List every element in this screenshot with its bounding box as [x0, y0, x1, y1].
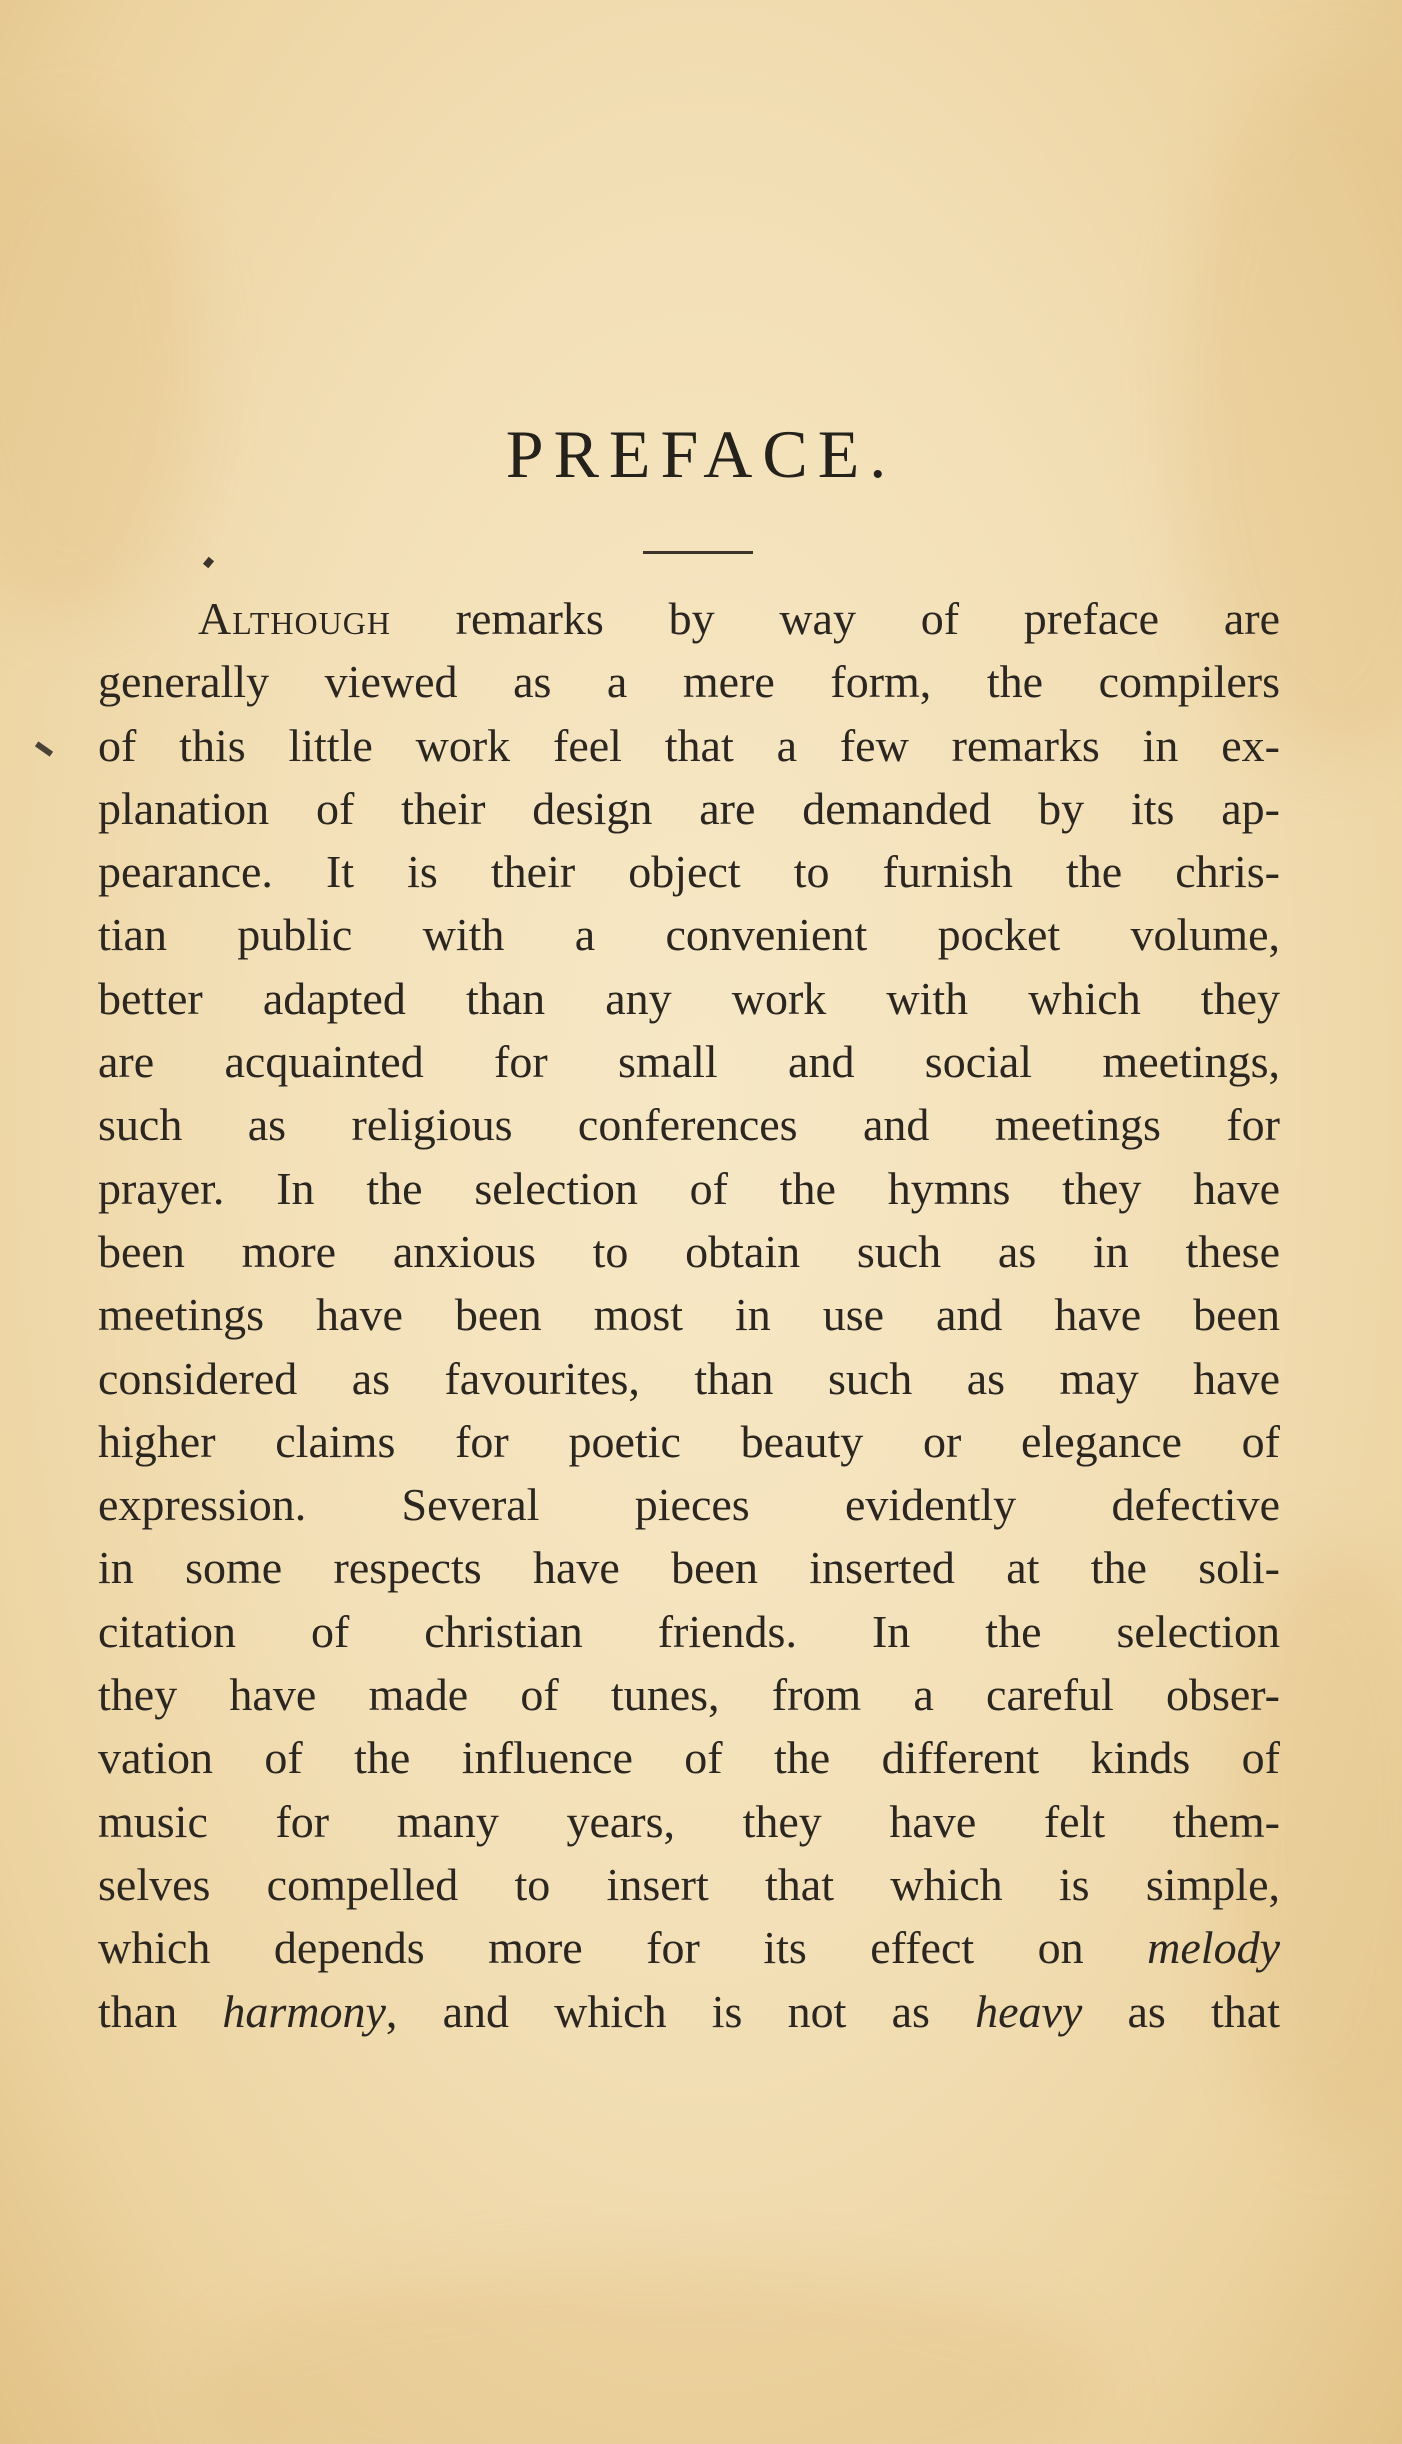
- line-text: , and which is not as: [385, 1985, 976, 2037]
- paragraph-line: they have made of tunes, from a careful obser-: [98, 1669, 1280, 1721]
- line-text: as that: [1082, 1985, 1280, 2037]
- ink-mark: [203, 557, 214, 568]
- paragraph-line: vation of the influence of the different kinds of: [98, 1732, 1280, 1784]
- line-text: than: [98, 1985, 223, 2037]
- paper-stain: [0, 120, 200, 620]
- paragraph-line: better adapted than any work with which they: [98, 972, 1280, 1024]
- paragraph-line: considered as favourites, than such as may have: [98, 1352, 1280, 1404]
- paragraph-line: been more anxious to obtain such as in these: [98, 1225, 1280, 1277]
- paragraph-line: music for many years, they have felt them-: [98, 1795, 1280, 1847]
- paragraph-line: pearance. It is their object to furnish the chris-: [98, 846, 1280, 898]
- paragraph-line: expression. Several pieces evidently defective: [98, 1479, 1280, 1531]
- paragraph-line: meetings have been most in use and have been: [98, 1289, 1280, 1341]
- page-heading: PREFACE.: [505, 416, 897, 492]
- italic-word: heavy: [975, 1985, 1083, 2037]
- line-text: which depends more for its effect on: [98, 1922, 1148, 1974]
- paragraph-line: prayer. In the selection of the hymns they have: [98, 1162, 1280, 1214]
- margin-ink-mark: [35, 741, 53, 756]
- heading-rule: [643, 551, 753, 554]
- paragraph-line: of this little work feel that a few remarks in ex-: [98, 719, 1280, 771]
- paper-stain: [200, 2264, 1100, 2444]
- italic-word: harmony: [222, 1985, 386, 2037]
- paragraph-line: [98, 1980, 1280, 2043]
- paragraph-line: generally viewed as a mere form, the compilers: [98, 656, 1280, 708]
- drop-word: Although: [198, 593, 391, 644]
- italic-word: melody: [1147, 1922, 1280, 1974]
- first-line-rest: remarks by way of preface are: [390, 593, 1280, 644]
- paragraph-first-line: [98, 587, 1280, 650]
- paragraph-line: in some respects have been inserted at the soli-: [98, 1542, 1280, 1594]
- paragraph-line: are acquainted for small and social meetings,: [98, 1036, 1280, 1088]
- paragraph-line: planation of their design are demanded by its ap-: [98, 782, 1280, 834]
- paragraph-line: higher claims for poetic beauty or elegance of: [98, 1415, 1280, 1467]
- paragraph-line: tian public with a convenient pocket volume,: [98, 909, 1280, 961]
- paragraph-line: such as religious conferences and meetings for: [98, 1099, 1280, 1151]
- paragraph-line: selves compelled to insert that which is simple,: [98, 1858, 1280, 1910]
- preface-paragraph: [98, 587, 1280, 2043]
- paragraph-line: [98, 1916, 1280, 1979]
- paragraph-line: citation of christian friends. In the selection: [98, 1605, 1280, 1657]
